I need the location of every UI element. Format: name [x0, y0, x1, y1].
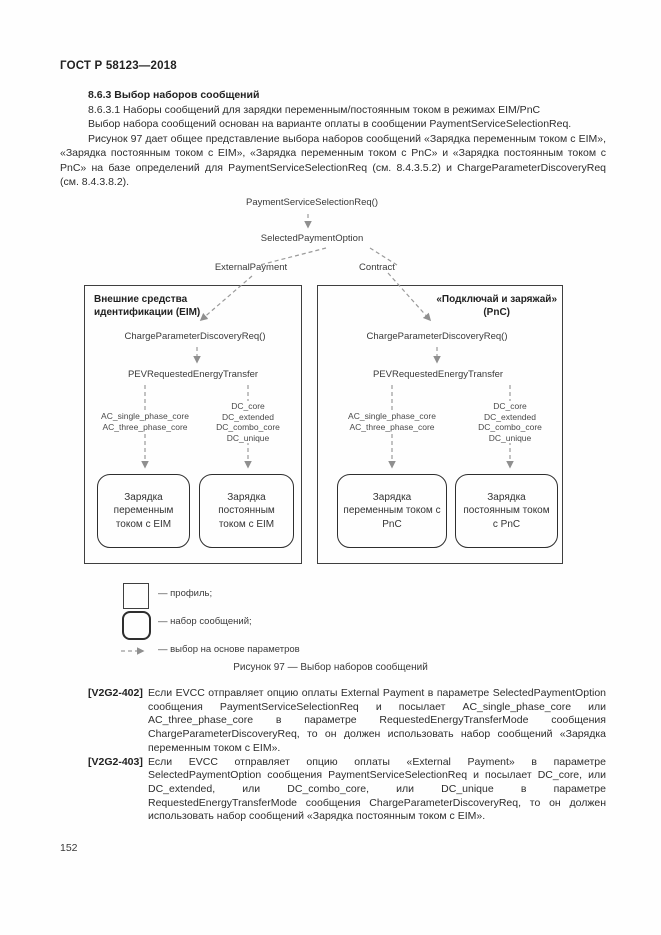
requirement-id: [V2G2-403] — [88, 755, 143, 768]
pnc-ac-mode-1: AC_single_phase_core — [348, 411, 436, 421]
pnc-panel-title-line2: (PnC) — [483, 306, 511, 318]
requirement-row — [88, 687, 606, 756]
eim-ac-modes-label — [99, 411, 191, 432]
pnc-dc-modes-label — [476, 401, 544, 443]
intro-paragraph-3: Рисунок 97 дает общее представление выбора наборов сообщений «Зарядка переменным током с EIM», «Зарядка постоянным током с EIM», «Зарядка переменным током с PnC» и «Зарядка постоянным током с PnC» на базе определений для PaymentServiceSelectionReq (см. 8.4.3.5.2) и ChargeParameterDiscoveryReq (см. 8.4.3.8.2). — [60, 132, 606, 188]
pnc-dc-message-set-box: Зарядка постоянным током с PnC — [455, 474, 558, 548]
pnc-dc-mode-2: DC_extended — [484, 411, 536, 422]
eim-dc-mode-4: DC_unique — [226, 432, 270, 443]
pnc-dc-mode-1: DC_core — [493, 401, 527, 411]
eim-ac-message-set-box: Зарядка переменным током с EIM — [97, 474, 190, 548]
pnc-panel-title-line1: «Подключай и заряжай» — [436, 294, 557, 305]
requirement-row — [88, 756, 606, 825]
external-payment-label: ExternalPayment — [214, 262, 288, 273]
requirements-section — [88, 687, 606, 824]
dashed-arrow-symbol — [120, 645, 150, 657]
requirement-text: Если EVCC отправляет опцию оплаты External Payment в параметре SelectedPaymentOption сообщения PaymentServiceSelectionReq и посылает AC_single_phase_core или AC_three_phase_core в параметре RequestedEnergyTransferMode сообщения ChargeParameterDiscoveryReq, то он должен использовать набор сообщений «Зарядка переменным током с EIM». — [148, 687, 606, 754]
profile-box-symbol — [123, 583, 149, 609]
eim-ac-mode-2: AC_three_phase_core — [102, 421, 188, 432]
pnc-pev-requested-energy-transfer-label: PEVRequestedEnergyTransfer — [372, 369, 504, 380]
contract-label: Contract — [359, 262, 395, 273]
legend-message-set-label: — набор сообщений; — [158, 616, 252, 627]
eim-ac-mode-1: AC_single_phase_core — [101, 411, 189, 421]
figure-caption: Рисунок 97 — Выбор наборов сообщений — [233, 662, 428, 673]
figure-97-diagram — [0, 195, 661, 687]
intro-paragraph-2: Выбор набора сообщений основан на варианте оплаты в сообщении PaymentServiceSelectionReq. — [88, 118, 572, 130]
document-header: ГОСТ Р 58123—2018 — [60, 60, 177, 72]
pnc-ac-modes-label — [346, 411, 438, 432]
intro-section — [60, 88, 606, 190]
eim-panel-title — [94, 294, 200, 319]
requirement-text: Если EVCC отправляет опцию оплаты «External Payment» в параметре SelectedPaymentOption сообщения PaymentServiceSelectionReq и посылает DC_core, или DC_extended, или DC_combo_core, или DC_unique в параметре RequestedEnergyTransferMode сообщения ChargeParameterDiscoveryReq, то он должен использовать набор сообщений «Зарядка постоянным током с EIM». — [148, 755, 606, 823]
pnc-ac-message-set-box: Зарядка переменным током с PnC — [337, 474, 447, 548]
requirement-id: [V2G2-402] — [88, 687, 143, 699]
eim-charge-parameter-discovery-req-label: ChargeParameterDiscoveryReq() — [124, 331, 266, 342]
legend-profile-label: — профиль; — [158, 588, 213, 599]
eim-dc-mode-2: DC_extended — [222, 411, 274, 422]
eim-dc-mode-1: DC_core — [231, 401, 265, 411]
pnc-panel-title — [436, 294, 557, 319]
message-set-box-symbol — [122, 611, 151, 640]
eim-panel-title-line2: идентификации (EIM) — [94, 306, 201, 318]
pnc-ac-mode-2: AC_three_phase_core — [349, 421, 435, 432]
diagram-dashed-arrows — [0, 195, 661, 687]
eim-dc-mode-3: DC_combo_core — [216, 422, 280, 432]
eim-dc-modes-label — [214, 401, 282, 443]
eim-panel-title-line1: Внешние средства — [94, 294, 188, 305]
section-heading: 8.6.3 Выбор наборов сообщений — [88, 89, 260, 101]
selected-payment-option-label: SelectedPaymentOption — [260, 233, 364, 244]
eim-dc-message-set-box: Зарядка постоянным током с EIM — [199, 474, 294, 548]
pnc-dc-mode-3: DC_combo_core — [478, 422, 542, 432]
pnc-charge-parameter-discovery-req-label: ChargeParameterDiscoveryReq() — [366, 331, 508, 342]
intro-paragraph-1: 8.6.3.1 Наборы сообщений для зарядки переменным/постоянным током в режимах EIM/PnC — [88, 103, 541, 116]
pnc-dc-mode-4: DC_unique — [488, 432, 532, 443]
eim-pev-requested-energy-transfer-label: PEVRequestedEnergyTransfer — [127, 369, 259, 380]
legend-parameter-choice-label: — выбор на основе параметров — [158, 644, 300, 655]
payment-service-selection-req-label: PaymentServiceSelectionReq() — [245, 197, 379, 208]
page-number: 152 — [60, 842, 78, 854]
